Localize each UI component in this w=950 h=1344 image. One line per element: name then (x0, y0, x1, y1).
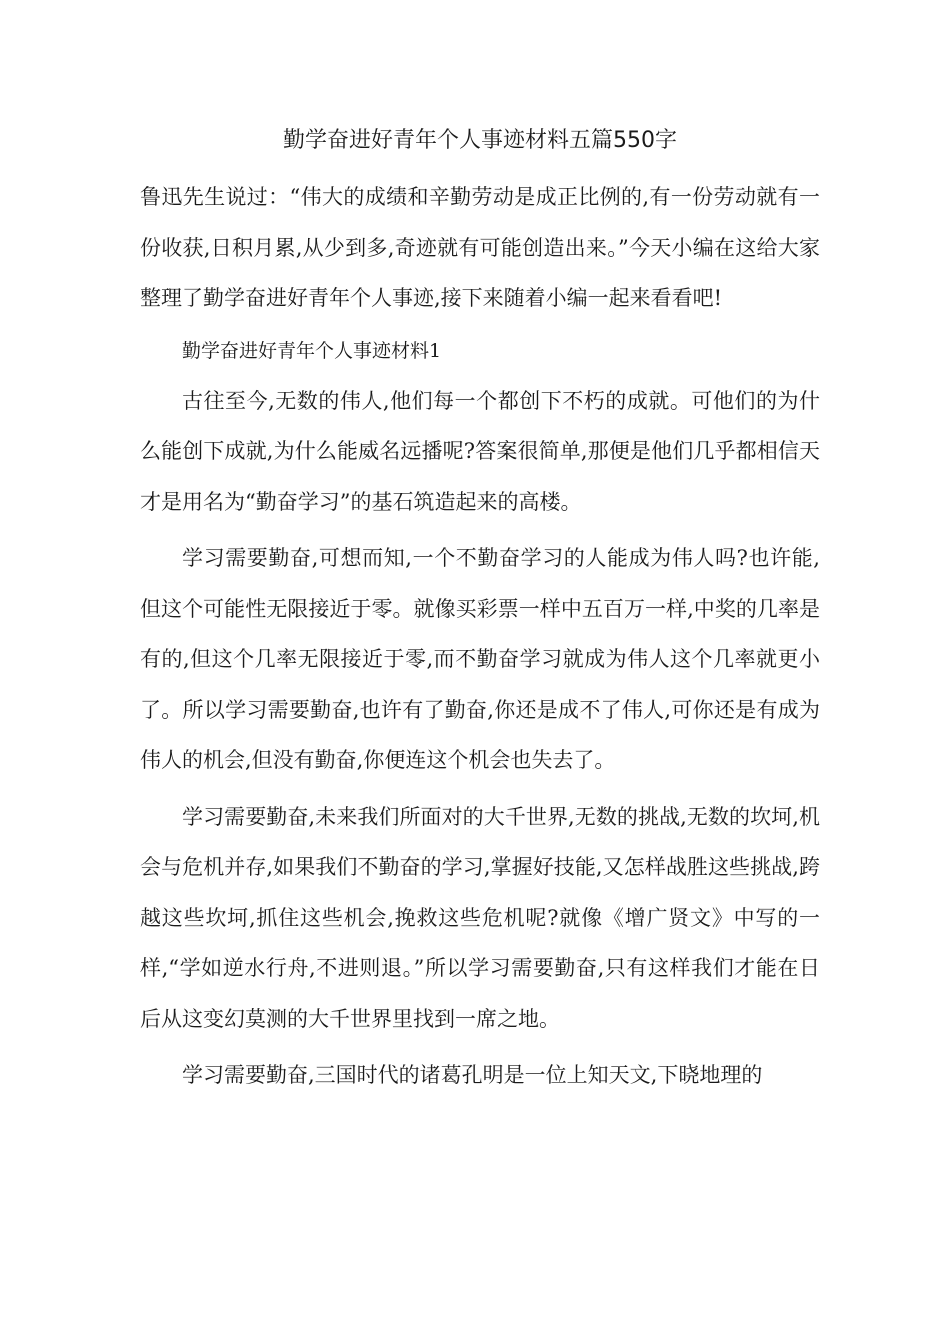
body-paragraph-1: 古往至今,无数的伟人,他们每一个都创下不朽的成就。可他们的为什么能创下成就,为什么能威名远播呢?答案很简单,那便是他们几乎都相信天才是用名为“勤奋学习”的基石筑造起来的高楼。 (140, 388, 820, 514)
document-body (140, 172, 820, 1107)
body-paragraph-3: 学习需要勤奋,未来我们所面对的大千世界,无数的挑战,无数的坎坷,机会与危机并存,如果我们不勤奋的学习,掌握好技能,又怎样战胜这些挑战,跨越这些坎坷,抓住这些机会,挽救这些危机呢?就像《增广贤文》中写的一样,“学如逆水行舟,不进则退。”所以学习需要勤奋,只有这样我们才能在日后从这变幻莫测的大千世界里找到一席之地。 (140, 804, 820, 1031)
section-heading: 勤学奋进好青年个人事迹材料1 (182, 339, 442, 362)
body-paragraph-4: 学习需要勤奋,三国时代的诸葛孔明是一位上知天文,下晓地理的 (182, 1063, 763, 1087)
document-title: 勤学奋进好青年个人事迹材料五篇550字 (283, 128, 677, 153)
body-paragraph-2: 学习需要勤奋,可想而知,一个不勤奋学习的人能成为伟人吗?也许能,但这个可能性无限接近于零。就像买彩票一样中五百万一样,中奖的几率是有的,但这个几率无限接近于零,而不勤奋学习就成为伟人这个几率就更小了。所以学习需要勤奋,也许有了勤奋,你还是成不了伟人,可你还是有成为伟人的机会,但没有勤奋,你便连这个机会也失去了。 (140, 546, 820, 772)
intro-paragraph: 鲁迅先生说过：“伟大的成绩和辛勤劳动是成正比例的,有一份劳动就有一份收获,日积月累,从少到多,奇迹就有可能创造出来。”今天小编在这给大家整理了勤学奋进好青年个人事迹,接下来随着小编一起来看看吧! (140, 185, 820, 310)
